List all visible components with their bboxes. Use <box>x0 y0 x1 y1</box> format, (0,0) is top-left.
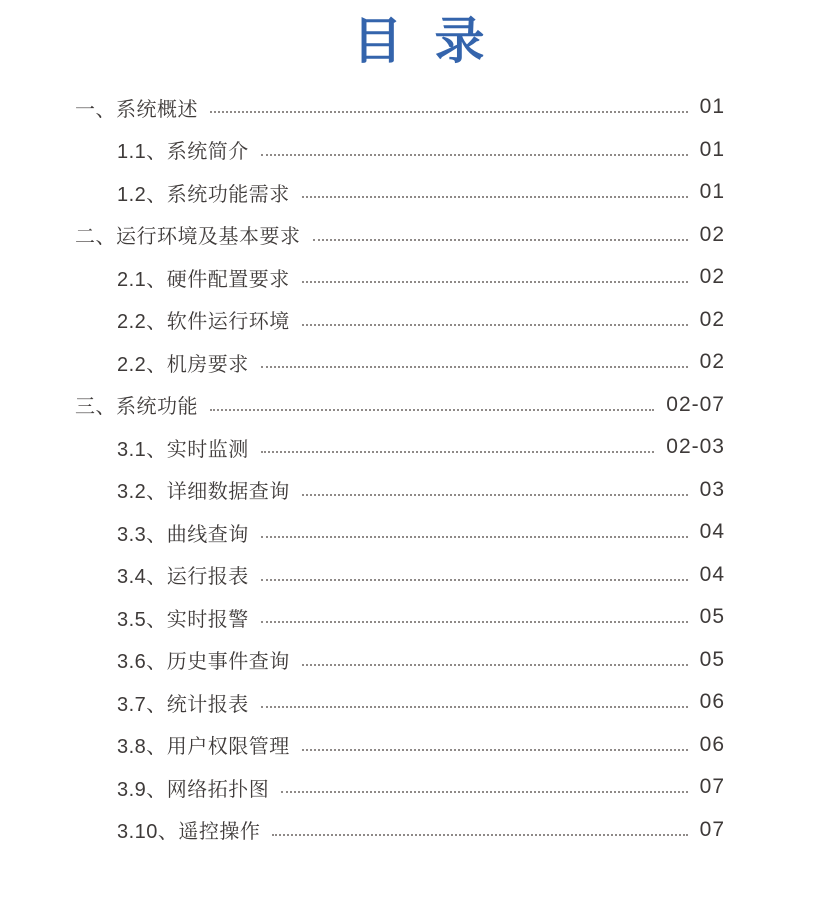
toc-entry[interactable] <box>75 681 725 724</box>
toc-entry-page: 01 <box>699 95 725 119</box>
toc-entry[interactable] <box>75 256 725 299</box>
dotted-leader <box>261 536 688 538</box>
toc-entry-label: 1.1、系统简介 <box>117 141 249 164</box>
dotted-leader <box>302 281 688 283</box>
page-title: 目 录 <box>352 13 487 69</box>
dotted-leader <box>210 111 688 113</box>
toc-entry[interactable] <box>75 384 725 427</box>
toc-entry[interactable] <box>75 554 725 597</box>
toc-entry-page: 03 <box>699 477 725 501</box>
toc-entry-page: 06 <box>699 690 725 714</box>
toc-entry-label: 2.1、硬件配置要求 <box>117 268 290 291</box>
toc-entry-page: 01 <box>699 137 725 161</box>
toc-entry[interactable] <box>75 299 725 342</box>
toc-entry-page: 02-07 <box>666 392 725 416</box>
toc-entry-label: 3.8、用户权限管理 <box>117 736 290 759</box>
toc-entry-page: 02 <box>699 307 725 331</box>
dotted-leader <box>302 324 688 326</box>
toc-entry[interactable] <box>75 129 725 172</box>
toc-entry-page: 02 <box>699 350 725 374</box>
toc-entry[interactable] <box>75 809 725 852</box>
dotted-leader <box>302 664 688 666</box>
dotted-leader <box>272 834 687 836</box>
dotted-leader <box>302 196 688 198</box>
toc-entry-page: 02 <box>699 222 725 246</box>
toc-entry-label: 3.6、历史事件查询 <box>117 651 290 674</box>
toc-entry[interactable] <box>75 724 725 767</box>
dotted-leader <box>261 451 654 453</box>
toc-entry[interactable] <box>75 341 725 384</box>
dotted-leader <box>302 749 688 751</box>
toc-entry-label: 3.4、运行报表 <box>117 566 249 589</box>
toc-entry[interactable] <box>75 766 725 809</box>
toc-entry-label: 三、系统功能 <box>75 396 198 419</box>
dotted-leader <box>261 621 688 623</box>
toc-entry-label: 3.9、网络拓扑图 <box>117 778 270 801</box>
toc-entry-page: 07 <box>699 817 725 841</box>
dotted-leader <box>302 494 688 496</box>
dotted-leader <box>210 409 654 411</box>
toc-entry-page: 04 <box>699 562 725 586</box>
toc-entry-label: 3.7、统计报表 <box>117 693 249 716</box>
dotted-leader <box>313 239 688 241</box>
toc-entry-label: 2.2、软件运行环境 <box>117 311 290 334</box>
toc-entry[interactable] <box>75 214 725 257</box>
toc-entry-page: 05 <box>699 605 725 629</box>
toc-entry-label: 一、系统概述 <box>75 98 198 121</box>
toc-entry-label: 2.2、机房要求 <box>117 353 249 376</box>
toc-entry-page: 02-03 <box>666 435 725 459</box>
toc-entry-label: 3.1、实时监测 <box>117 438 249 461</box>
toc-entry-page: 06 <box>699 732 725 756</box>
toc-entry-label: 3.10、遥控操作 <box>117 821 261 844</box>
toc-entry[interactable] <box>75 86 725 129</box>
toc-entry[interactable] <box>75 596 725 639</box>
toc-entry-page: 04 <box>699 520 725 544</box>
toc-entry-page: 05 <box>699 647 725 671</box>
dotted-leader <box>261 366 688 368</box>
dotted-leader <box>281 791 687 793</box>
toc-entry[interactable] <box>75 639 725 682</box>
toc-entry-label: 1.2、系统功能需求 <box>117 183 290 206</box>
toc-list <box>0 86 839 851</box>
toc-entry[interactable] <box>75 171 725 214</box>
toc-entry-label: 二、运行环境及基本要求 <box>75 226 301 249</box>
toc-entry-label: 3.2、详细数据查询 <box>117 481 290 504</box>
toc-entry[interactable] <box>75 511 725 554</box>
toc-entry-label: 3.5、实时报警 <box>117 608 249 631</box>
dotted-leader <box>261 579 688 581</box>
toc-entry[interactable] <box>75 469 725 512</box>
dotted-leader <box>261 154 688 156</box>
toc-entry-page: 01 <box>699 180 725 204</box>
toc-entry-page: 02 <box>699 265 725 289</box>
toc-entry-label: 3.3、曲线查询 <box>117 523 249 546</box>
toc-entry-page: 07 <box>699 775 725 799</box>
toc-entry[interactable] <box>75 426 725 469</box>
dotted-leader <box>261 706 688 708</box>
